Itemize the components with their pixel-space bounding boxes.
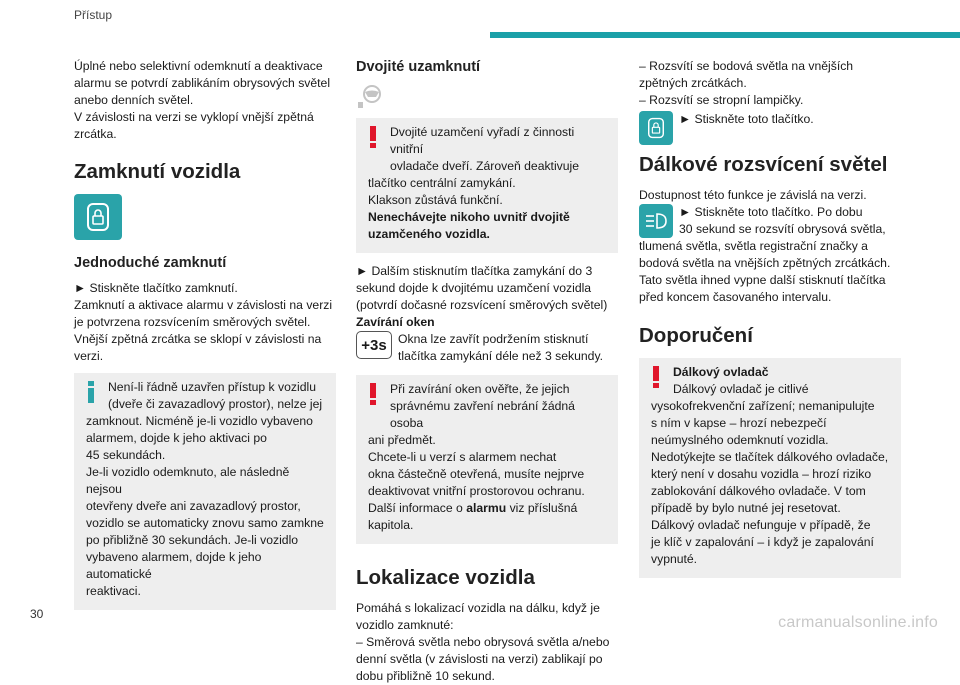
heading-remote-lights: Dálkové rozsvícení světel: [639, 153, 888, 176]
text-line: kapitola.: [368, 518, 414, 532]
headlight-button-icon: [639, 204, 673, 238]
text-line: – Rozsvítí se stropní lampičky.: [639, 93, 804, 107]
text-line: vybaveno alarmem, dojde k jeho automatické: [86, 550, 262, 581]
warning-title: Dálkový ovladač: [673, 365, 769, 379]
column-1: [74, 58, 336, 610]
text-line: který není v dosahu vozidla – hrozí riziko: [651, 467, 872, 481]
warning-note-double-lock: [356, 118, 618, 253]
text-line: zamknout. Nicméně je-li vozidlo vybaveno: [86, 414, 313, 428]
text-line: sekund dojde k dvojitému uzamčení vozidla: [356, 281, 592, 295]
header-accent-bar: [490, 32, 960, 38]
text-line: Úplné nebo selektivní odemknutí a deaktivace: [74, 59, 323, 73]
alarm-reference: alarmu: [466, 501, 507, 515]
heading-simple-lock: Jednoduché zamknutí: [74, 255, 227, 271]
text-line: Tato světla ihned vypne další stisknutí tlačítka: [639, 273, 886, 287]
text-line: Není-li řádně uzavřen přístup k vozidlu: [108, 380, 316, 394]
locate-text: [356, 600, 618, 685]
closing-windows-row: [356, 331, 618, 365]
text-line: V závislosti na verzi se vyklopí vnější zpětná: [74, 110, 314, 124]
column-3: [639, 58, 901, 578]
text-line: okna částečně otevřená, musíte nejprve: [368, 467, 585, 481]
warning-icon: [653, 366, 659, 393]
warning-note-remote: [639, 358, 901, 578]
text-line: vypnuté.: [651, 552, 698, 566]
text-line: otevřeny dveře ani zavazadlový prostor,: [86, 499, 301, 513]
heading-locate-vehicle: Lokalizace vozidla: [356, 566, 535, 589]
text-line: vozidlo se automaticky znovu samo zamkne: [86, 516, 324, 530]
text-line: tlačítka zamykání déle než 3 sekundy.: [398, 349, 604, 363]
text-line: je potvrzena rozsvícením směrových světel.: [74, 315, 311, 329]
text-line: Je-li vozidlo odemknuto, ale následně nejsou: [86, 465, 290, 496]
page-number: 30: [30, 607, 44, 621]
text-line: Okna lze zavřít podržením stisknutí: [398, 332, 589, 346]
text-line: ► Dalším stisknutím tlačítka zamykání do 3: [356, 264, 593, 278]
text-line: po přibližně 30 sekundách. Je-li vozidlo: [86, 533, 299, 547]
text-line: neúmyslného odemknutí vozidla.: [651, 433, 829, 447]
lock-button-icon: [74, 194, 122, 240]
text-line: – Směrová světla nebo obrysová světla a/nebo: [356, 635, 610, 649]
text-line: ► Stiskněte toto tlačítko.: [679, 112, 814, 126]
text-line: je klíč v zapalování – i když je zapalování: [651, 535, 874, 549]
intro-paragraph: [74, 58, 336, 143]
press-lock-row: [639, 111, 901, 145]
double-lock-press-text: [356, 263, 618, 331]
text-line: dobu přibližně 10 sekund.: [356, 669, 495, 683]
text-line: Při zavírání oken ověřte, že jejich: [390, 382, 570, 396]
text-line: Nedotýkejte se tlačítek dálkového ovladače,: [651, 450, 889, 464]
text-line: Pomáhá s lokalizací vozidla na dálku, když je: [356, 601, 600, 615]
text-line: zrcátka.: [74, 127, 117, 141]
text-line: anebo denních světel.: [74, 93, 194, 107]
column-2: [356, 58, 618, 685]
text-line: denní světla (v závislosti na verzi) zablikají po: [356, 652, 603, 666]
text-line: Dostupnost této funkce je závislá na verzi.: [639, 188, 867, 202]
text-line: Zamknutí a aktivace alarmu v závislosti na verzi: [74, 298, 333, 312]
press-lights-row: [639, 204, 901, 238]
hold-3s-label: +3s: [361, 336, 387, 354]
text-span: viz příslušná: [506, 501, 578, 515]
text-line: 30 sekund se rozsvítí obrysová světla,: [679, 222, 886, 236]
text-line: před koncem časovaného intervalu.: [639, 290, 832, 304]
hold-3s-icon: [356, 331, 392, 359]
text-line: Klakson zůstává funkční.: [368, 193, 503, 207]
locate-continued-text: [639, 58, 901, 109]
simple-lock-text: [74, 280, 336, 365]
text-span: Další informace o: [368, 501, 467, 515]
text-line: alarmem, dojde k jeho aktivaci po: [86, 431, 267, 445]
text-line: zablokování dálkového ovladače. V tom: [651, 484, 866, 498]
info-note: [74, 373, 336, 610]
text-line: (potvrdí dočasné rozsvícení směrových světel): [356, 298, 608, 312]
text-line: Dvojité uzamčení vyřadí z činnosti vnitřní: [390, 125, 575, 156]
warning-icon: [370, 383, 376, 410]
heading-recommendations: Doporučení: [639, 324, 753, 347]
text-line: ► Stiskněte tlačítko zamknutí.: [74, 281, 238, 295]
watermark: carmanualsonline.info: [778, 614, 938, 631]
text-line: ovladače dveří. Zároveň deaktivuje: [390, 159, 580, 173]
text-line: bodová světla na vnějších zpětných zrcátkách.: [639, 256, 891, 270]
text-line-bold: Nenechávejte nikoho uvnitř dvojitě: [368, 210, 570, 224]
header-section-title: Přístup: [74, 8, 113, 22]
text-line: vysokofrekvenční zařízení; nemanipulujte: [651, 399, 875, 413]
lock-button-icon: [639, 111, 673, 145]
heading-double-lock: Dvojité uzamknutí: [356, 59, 481, 75]
text-line: alarmu se potvrdí zablikáním obrysových světel: [74, 76, 331, 90]
steering-wheel-lock-icon: [356, 84, 618, 112]
text-line: Vnější zpětná zrcátka se sklopí v závislosti na: [74, 332, 322, 346]
text-line: Dálkový ovladač nefunguje v případě, že: [651, 518, 871, 532]
text-line: s ním v kapse – hrozí nebezpečí: [651, 416, 827, 430]
info-icon: [88, 381, 94, 408]
text-line: ani předmět.: [368, 433, 436, 447]
closing-windows-title: Zavírání oken: [356, 315, 435, 329]
text-line: ► Stiskněte toto tlačítko. Po dobu: [679, 205, 863, 219]
text-line: 45 sekundách.: [86, 448, 166, 462]
warning-note-windows: [356, 375, 618, 544]
text-line: případě by bylo nutné jej resetovat.: [651, 501, 841, 515]
text-line: – Rozsvítí se bodová světla na vnějších: [639, 59, 854, 73]
text-line: vozidlo zamknuté:: [356, 618, 454, 632]
text-line: verzi.: [74, 349, 104, 363]
warning-icon: [370, 126, 376, 153]
text-line: tlačítko centrální zamykání.: [368, 176, 516, 190]
text-line: [368, 500, 606, 517]
text-line: (dveře či zavazadlový prostor), nelze jej: [108, 397, 323, 411]
text-line: tlumená světla, světla registrační značky a: [639, 239, 868, 253]
text-line: zpětných zrcátkách.: [639, 76, 747, 90]
text-line: správnému zavření nebrání žádná osoba: [390, 399, 575, 430]
text-line-bold: uzamčeného vozidla.: [368, 227, 490, 241]
text-line: deaktivovat vnitřní prostorovou ochranu.: [368, 484, 585, 498]
heading-vehicle-lock: Zamknutí vozidla: [74, 160, 241, 183]
text-line: reaktivaci.: [86, 584, 141, 598]
text-line: Dálkový ovladač je citlivé: [673, 382, 809, 396]
text-line: Chcete-li u verzí s alarmem nechat: [368, 450, 557, 464]
lights-text: [639, 238, 901, 306]
